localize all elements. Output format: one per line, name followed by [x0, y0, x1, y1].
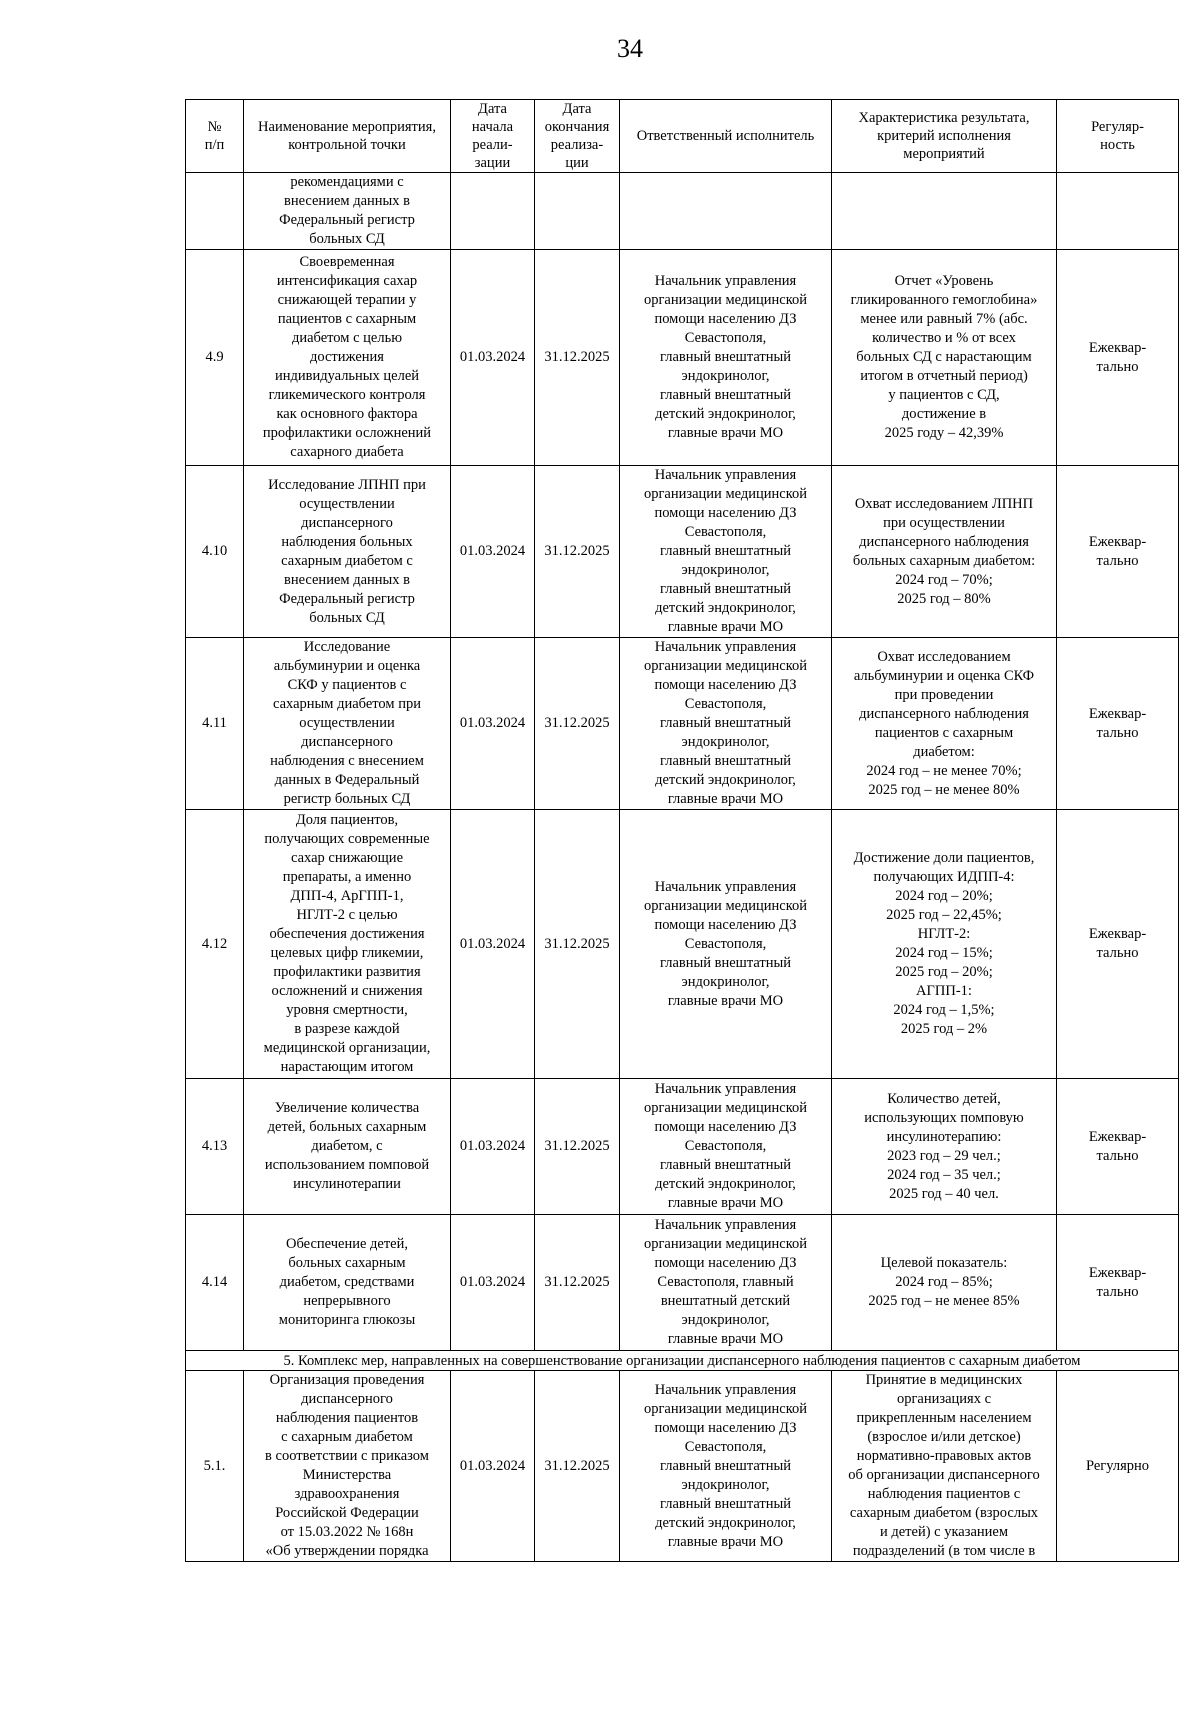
- row-result: Охват исследованием альбуминурии и оценка СКФ при проведении диспансерного наблюдения пациентов с сахарным диабетом: 2024 год – не менее 70%; 2025 год – не менее 80%: [832, 638, 1057, 810]
- row-number: 4.14: [186, 1215, 244, 1351]
- header-name: Наименование мероприятия, контрольной точки: [244, 100, 451, 173]
- row-regularity: Ежеквар- тально: [1057, 810, 1179, 1079]
- row-name: Увеличение количества детей, больных сахарным диабетом, с использованием помповой инсулинотерапии: [244, 1079, 451, 1215]
- row-number: 4.9: [186, 250, 244, 466]
- table-header-row: [186, 100, 1179, 173]
- table-row: [186, 250, 1179, 466]
- row-responsible: Начальник управления организации медицинской помощи населению ДЗ Севастополя, главный внештатный эндокринолог, главный внештатный детский эндокринолог, главные врачи МО: [620, 638, 832, 810]
- row-regularity: Ежеквар- тально: [1057, 638, 1179, 810]
- row-regularity: Регулярно: [1057, 1371, 1179, 1562]
- row-result: Количество детей, использующих помповую инсулинотерапию: 2023 год – 29 чел.; 2024 год – 35 чел.; 2025 год – 40 чел.: [832, 1079, 1057, 1215]
- row-regularity: Ежеквар- тально: [1057, 1215, 1179, 1351]
- row-end-date: 31.12.2025: [535, 638, 620, 810]
- row-responsible: Начальник управления организации медицинской помощи населению ДЗ Севастополя, главный внештатный детский эндокринолог, главные врачи МО: [620, 1079, 832, 1215]
- row-end-date: 31.12.2025: [535, 810, 620, 1079]
- row-responsible: [620, 173, 832, 250]
- row-end-date: 31.12.2025: [535, 1371, 620, 1562]
- table-row: [186, 810, 1179, 1079]
- row-name: Организация проведения диспансерного наблюдения пациентов с сахарным диабетом в соответствии с приказом Министерства здравоохранения Российской Федерации от 15.03.2022 № 168н «Об утверждении порядка: [244, 1371, 451, 1562]
- row-result: [832, 173, 1057, 250]
- row-result: Охват исследованием ЛПНП при осуществлении диспансерного наблюдения больных сахарным диабетом: 2024 год – 70%; 2025 год – 80%: [832, 466, 1057, 638]
- row-number: 4.10: [186, 466, 244, 638]
- header-number: № п/п: [186, 100, 244, 173]
- row-responsible: Начальник управления организации медицинской помощи населению ДЗ Севастополя, главный внештатный эндокринолог, главный внештатный детский эндокринолог, главные врачи МО: [620, 250, 832, 466]
- row-number: 4.12: [186, 810, 244, 1079]
- row-name: Доля пациентов, получающих современные сахар снижающие препараты, а именно ДПП-4, АрГПП-1, НГЛТ-2 с целью обеспечения достижения целевых цифр гликемии, профилактики развития осложнений и снижения уровня смертности, в разрезе каждой медицинской организации, нарастающим итогом: [244, 810, 451, 1079]
- header-responsible: Ответственный исполнитель: [620, 100, 832, 173]
- row-result: Достижение доли пациентов, получающих ИДПП-4: 2024 год – 20%; 2025 год – 22,45%; НГЛТ-2: 2024 год – 15%; 2025 год – 20%; АГПП-1: 2024 год – 1,5%; 2025 год – 2%: [832, 810, 1057, 1079]
- row-regularity: Ежеквар- тально: [1057, 1079, 1179, 1215]
- row-name: Своевременная интенсификация сахар снижающей терапии у пациентов с сахарным диабетом с целью достижения индивидуальных целей гликемического контроля как основного фактора профилактики осложнений сахарного диабета: [244, 250, 451, 466]
- row-start-date: 01.03.2024: [451, 466, 535, 638]
- table-row: [186, 1371, 1179, 1562]
- row-end-date: 31.12.2025: [535, 466, 620, 638]
- row-number: 4.13: [186, 1079, 244, 1215]
- header-end-date: Дата окончания реализа- ции: [535, 100, 620, 173]
- header-start-date: Дата начала реали- зации: [451, 100, 535, 173]
- row-start-date: 01.03.2024: [451, 1079, 535, 1215]
- page-number: 34: [617, 34, 643, 63]
- row-name: рекомендациями с внесением данных в Федеральный регистр больных СД: [244, 173, 451, 250]
- table-row: [186, 466, 1179, 638]
- row-end-date: [535, 173, 620, 250]
- row-end-date: 31.12.2025: [535, 1215, 620, 1351]
- row-name: Исследование ЛПНП при осуществлении диспансерного наблюдения больных сахарным диабетом с внесением данных в Федеральный регистр больных СД: [244, 466, 451, 638]
- row-responsible: Начальник управления организации медицинской помощи населению ДЗ Севастополя, главный внештатный эндокринолог, главный внештатный детский эндокринолог, главные врачи МО: [620, 466, 832, 638]
- row-end-date: 31.12.2025: [535, 250, 620, 466]
- row-result: Отчет «Уровень гликированного гемоглобина» менее или равный 7% (абс. количество и % от всех больных СД с нарастающим итогом в отчетный период) у пациентов с СД, достижение в 2025 году – 42,39%: [832, 250, 1057, 466]
- row-start-date: 01.03.2024: [451, 250, 535, 466]
- table-row: [186, 638, 1179, 810]
- row-end-date: 31.12.2025: [535, 1079, 620, 1215]
- action-plan-table: [185, 99, 1179, 1562]
- row-regularity: [1057, 173, 1179, 250]
- header-result: Характеристика результата, критерий исполнения мероприятий: [832, 100, 1057, 173]
- row-start-date: 01.03.2024: [451, 1371, 535, 1562]
- table-row: [186, 173, 1179, 250]
- row-result: Принятие в медицинских организациях с прикрепленным населением (взрослое и/или детское) нормативно-правовых актов об организации диспансерного наблюдения пациентов с сахарным диабетом (взрослых и детей) с указанием подразделений (в том числе в: [832, 1371, 1057, 1562]
- row-regularity: Ежеквар- тально: [1057, 466, 1179, 638]
- table-row: [186, 1215, 1179, 1351]
- row-number: 5.1.: [186, 1371, 244, 1562]
- row-name: Обеспечение детей, больных сахарным диабетом, средствами непрерывного мониторинга глюкозы: [244, 1215, 451, 1351]
- table-row: [186, 1079, 1179, 1215]
- row-start-date: 01.03.2024: [451, 638, 535, 810]
- row-start-date: 01.03.2024: [451, 1215, 535, 1351]
- row-start-date: [451, 173, 535, 250]
- row-regularity: Ежеквар- тально: [1057, 250, 1179, 466]
- row-number: [186, 173, 244, 250]
- row-responsible: Начальник управления организации медицинской помощи населению ДЗ Севастополя, главный внештатный детский эндокринолог, главные врачи МО: [620, 1215, 832, 1351]
- header-regularity: Регуляр- ность: [1057, 100, 1179, 173]
- row-number: 4.11: [186, 638, 244, 810]
- row-name: Исследование альбуминурии и оценка СКФ у пациентов с сахарным диабетом при осуществлении диспансерного наблюдения с внесением данных в Федеральный регистр больных СД: [244, 638, 451, 810]
- row-start-date: 01.03.2024: [451, 810, 535, 1079]
- section-header-row: [186, 1351, 1179, 1371]
- section-5-title: 5. Комплекс мер, направленных на совершенствование организации диспансерного наблюдения пациентов с сахарным диабетом: [186, 1351, 1179, 1371]
- row-responsible: Начальник управления организации медицинской помощи населению ДЗ Севастополя, главный внештатный эндокринолог, главный внештатный детский эндокринолог, главные врачи МО: [620, 1371, 832, 1562]
- row-responsible: Начальник управления организации медицинской помощи населению ДЗ Севастополя, главный внештатный эндокринолог, главные врачи МО: [620, 810, 832, 1079]
- row-result: Целевой показатель: 2024 год – 85%; 2025 год – не менее 85%: [832, 1215, 1057, 1351]
